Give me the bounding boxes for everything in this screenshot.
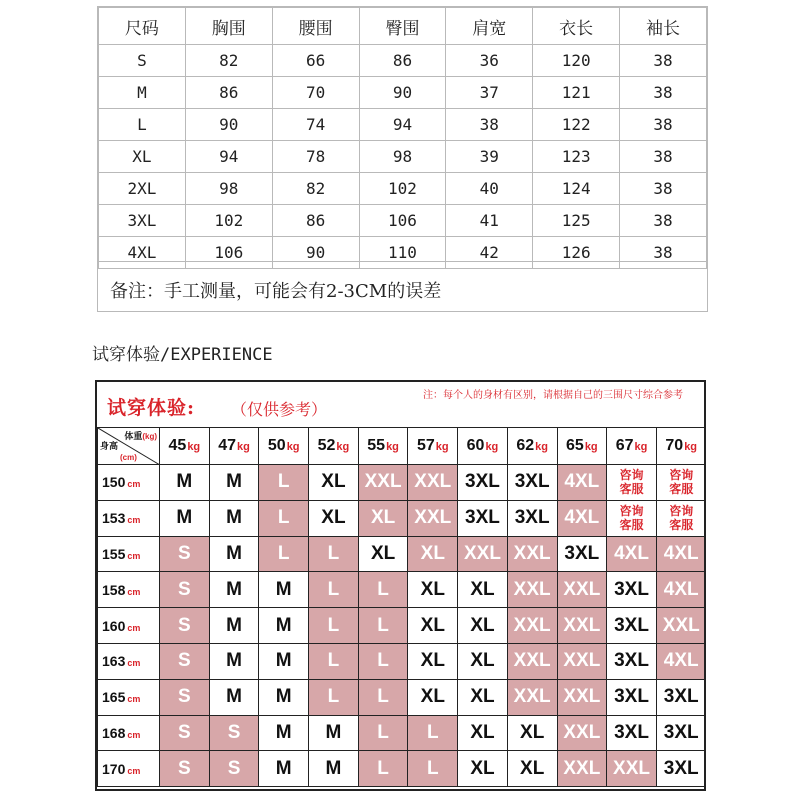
size-measurement: 38 [620,77,707,109]
size-recommendation: XXL [458,536,508,572]
size-recommendation: L [309,608,359,644]
size-recommendation: 3XL [607,715,657,751]
height-value: 170 [102,760,126,777]
size-recommendation: M [259,643,309,679]
weight-unit: kg [286,441,300,453]
weight-unit: kg [386,441,399,453]
size-chart-column-header: 腰围 [272,8,359,45]
size-recommendation: 3XL [656,679,706,715]
height-row [98,679,707,715]
size-measurement: 38 [620,173,707,205]
size-chart-column-header: 臀围 [359,8,446,45]
size-recommendation: XXL [408,465,458,501]
size-recommendation: M [209,643,259,679]
weight-unit: kg [684,441,698,453]
weight-value: 45 [168,437,187,454]
weight-header [309,428,359,465]
size-recommendation: XXL [507,679,557,715]
size-measurement: 39 [446,141,533,173]
try-on-note: 注：每个人的身材有区别，请根据自己的三围尺寸综合参考 [423,390,683,401]
size-recommendation: XL [458,679,508,715]
weight-header [656,428,706,465]
weight-value: 50 [267,437,286,454]
size-recommendation: 3XL [607,643,657,679]
size-measurement: 106 [185,237,272,269]
height-header [98,679,160,715]
size-recommendation: S [160,643,210,679]
weight-header [160,428,210,465]
size-recommendation: M [309,751,359,787]
size-recommendation: M [209,465,259,501]
size-recommendation: XL [507,715,557,751]
size-chart-row [99,77,707,109]
weight-axis-label [124,429,157,442]
size-recommendation: L [259,536,309,572]
size-recommendation: XXL [557,751,607,787]
size-recommendation: S [160,608,210,644]
size-label: XL [99,141,186,173]
size-chart-table [97,6,708,312]
size-measurement: 66 [272,45,359,77]
weight-unit: kg [485,441,499,453]
size-recommendation: 咨询 客服 [656,465,706,501]
height-row [98,751,707,787]
size-recommendation: XXL [557,572,607,608]
size-recommendation: L [309,643,359,679]
size-recommendation: XXL [557,679,607,715]
size-recommendation: L [259,465,309,501]
size-recommendation: 4XL [557,500,607,536]
size-recommendation: L [309,679,359,715]
height-row [98,572,707,608]
height-value: 150 [102,474,126,491]
size-recommendation: M [259,751,309,787]
size-measurement: 125 [533,205,620,237]
size-chart-column-header: 尺码 [99,8,186,45]
height-value: 160 [102,617,126,634]
height-unit: cm [127,622,141,633]
size-chart-row [99,45,707,77]
size-recommendation: L [358,608,408,644]
weight-value: 55 [367,437,386,454]
weight-value: 65 [566,437,584,454]
grid-corner [98,428,160,465]
height-header [98,500,160,536]
weight-header [557,428,607,465]
size-recommendation: 3XL [656,751,706,787]
weight-unit: kg [435,441,449,453]
size-measurement: 106 [359,205,446,237]
size-recommendation: XL [358,536,408,572]
size-measurement: 37 [446,77,533,109]
size-measurement: 120 [533,45,620,77]
size-recommendation: S [209,715,259,751]
size-measurement: 90 [359,77,446,109]
size-recommendation: M [309,715,359,751]
size-measurement: 90 [272,237,359,269]
height-value: 158 [102,581,126,598]
size-recommendation: L [408,715,458,751]
size-recommendation: S [160,679,210,715]
size-recommendation: XL [507,751,557,787]
size-recommendation: XL [309,500,359,536]
height-row [98,536,707,572]
weight-unit: kg [535,441,548,453]
size-recommendation: M [209,608,259,644]
size-recommendation: L [358,679,408,715]
size-recommendation: 4XL [656,643,706,679]
size-recommendation: XL [458,751,508,787]
size-measurement: 110 [359,237,446,269]
weight-header [358,428,408,465]
size-measurement: 94 [359,109,446,141]
size-recommendation: XL [408,643,458,679]
size-chart-column-header: 肩宽 [446,8,533,45]
size-recommendation: S [160,715,210,751]
size-recommendation: XL [408,572,458,608]
weight-header-row [98,428,707,465]
size-recommendation: XXL [507,572,557,608]
size-measurement: 122 [533,109,620,141]
size-chart-header-row [99,8,707,45]
size-chart-body [99,45,707,269]
weight-value: 60 [466,437,485,454]
size-chart-column-header: 衣长 [533,8,620,45]
size-chart-row [99,205,707,237]
height-header [98,751,160,787]
weight-header [507,428,557,465]
size-recommendation: L [408,751,458,787]
weight-value: 57 [416,437,435,454]
size-recommendation: 3XL [507,500,557,536]
size-measurement: 94 [185,141,272,173]
height-axis-label: 身高 [100,441,119,451]
height-row [98,643,707,679]
size-measurement: 98 [185,173,272,205]
try-on-header [97,382,704,428]
weight-unit: kg [634,441,648,453]
try-on-grid [97,427,706,787]
weight-value: 67 [615,437,634,454]
height-row [98,715,707,751]
size-chart-row [99,173,707,205]
size-label: 4XL [99,237,186,269]
size-recommendation: S [160,536,210,572]
size-recommendation: 咨询 客服 [607,465,657,501]
height-value: 168 [102,724,126,741]
size-recommendation: 4XL [656,536,706,572]
try-on-chart [95,380,706,791]
size-recommendation: M [209,536,259,572]
height-header [98,715,160,751]
size-measurement: 102 [185,205,272,237]
size-recommendation: M [160,500,210,536]
size-measurement: 86 [359,45,446,77]
weight-header [607,428,657,465]
size-recommendation: L [358,751,408,787]
size-measurement: 38 [446,109,533,141]
size-chart-row [99,141,707,173]
weight-value: 52 [317,437,336,454]
size-recommendation: 3XL [458,500,508,536]
size-measurement: 78 [272,141,359,173]
height-header [98,536,160,572]
height-unit: cm [127,586,141,597]
height-unit: cm [127,765,141,776]
size-recommendation: 3XL [507,465,557,501]
size-measurement: 38 [620,45,707,77]
size-recommendation: XXL [507,643,557,679]
size-recommendation: M [160,465,210,501]
size-measurement: 82 [272,173,359,205]
height-row [98,500,707,536]
size-measurement: 98 [359,141,446,173]
size-measurement: 38 [620,141,707,173]
size-recommendation: 3XL [656,715,706,751]
size-recommendation: XXL [557,608,607,644]
size-recommendation: M [209,500,259,536]
size-recommendation: XXL [358,465,408,501]
size-recommendation: XL [458,643,508,679]
weight-axis-unit: (kg) [142,432,157,441]
size-recommendation: XL [458,715,508,751]
size-recommendation: XL [458,572,508,608]
size-measurement: 38 [620,205,707,237]
size-label: 3XL [99,205,186,237]
size-recommendation: XXL [408,500,458,536]
height-unit: cm [127,515,141,526]
height-unit: cm [127,694,141,705]
height-value: 163 [102,653,126,670]
size-chart-column-header: 胸围 [185,8,272,45]
size-recommendation: 咨询 客服 [656,500,706,536]
weight-value: 62 [516,437,535,454]
weight-header [259,428,309,465]
height-value: 165 [102,689,126,706]
size-measurement: 41 [446,205,533,237]
size-measurement: 36 [446,45,533,77]
size-recommendation: M [259,608,309,644]
height-header [98,465,160,501]
weight-unit: kg [187,441,201,453]
height-header [98,643,160,679]
size-recommendation: 3XL [607,572,657,608]
size-recommendation: XXL [507,608,557,644]
weight-unit: kg [237,441,250,453]
size-measurement: 70 [272,77,359,109]
size-recommendation: XL [408,608,458,644]
size-recommendation: 4XL [607,536,657,572]
size-recommendation: 3XL [557,536,607,572]
size-recommendation: M [209,572,259,608]
size-recommendation: S [160,572,210,608]
size-recommendation: L [309,572,359,608]
size-recommendation: 咨询 客服 [607,500,657,536]
height-row [98,608,707,644]
size-recommendation: L [259,500,309,536]
size-recommendation: XXL [656,608,706,644]
try-on-subtitle: （仅供参考） [231,400,328,419]
size-chart-column-header: 袖长 [620,8,707,45]
weight-axis-text: 体重 [124,431,143,441]
measurement-note: 备注：手工测量，可能会有2-3CM的误差 [98,261,707,311]
size-recommendation: M [259,715,309,751]
size-measurement: 121 [533,77,620,109]
size-recommendation: 4XL [656,572,706,608]
weight-unit: kg [336,441,350,453]
try-on-title: 试穿体验: [107,397,196,419]
size-measurement: 126 [533,237,620,269]
size-recommendation: L [358,643,408,679]
height-value: 155 [102,545,126,562]
size-recommendation: M [259,572,309,608]
size-measurement: 102 [359,173,446,205]
size-measurement: 38 [620,109,707,141]
size-chart-row [99,109,707,141]
size-label: L [99,109,186,141]
size-recommendation: L [358,715,408,751]
size-recommendation: 3XL [607,608,657,644]
size-recommendation: XXL [557,715,607,751]
size-measurement: 90 [185,109,272,141]
size-label: M [99,77,186,109]
height-value: 153 [102,510,126,527]
size-recommendation: XL [309,465,359,501]
height-unit: cm [127,550,141,561]
size-measurement: 86 [272,205,359,237]
size-measurement: 42 [446,237,533,269]
size-measurement: 124 [533,173,620,205]
height-unit: cm [127,479,141,490]
size-measurement: 74 [272,109,359,141]
size-recommendation: XXL [507,536,557,572]
size-label: S [99,45,186,77]
weight-header [408,428,458,465]
weight-header [458,428,508,465]
size-recommendation: XL [358,500,408,536]
size-label: 2XL [99,173,186,205]
size-recommendation: L [358,572,408,608]
size-recommendation: 3XL [458,465,508,501]
size-recommendation: M [259,679,309,715]
size-recommendation: L [309,536,359,572]
size-measurement: 86 [185,77,272,109]
section-title: 试穿体验/EXPERIENCE [92,345,273,365]
height-unit: cm [127,729,141,740]
height-axis-unit: (cm) [120,453,137,462]
size-recommendation: 4XL [557,465,607,501]
size-measurement: 123 [533,141,620,173]
size-recommendation: XL [408,536,458,572]
size-recommendation: XXL [607,751,657,787]
size-measurement: 82 [185,45,272,77]
size-recommendation: M [209,679,259,715]
size-recommendation: XXL [557,643,607,679]
size-measurement: 40 [446,173,533,205]
weight-value: 70 [665,437,684,454]
size-recommendation: 3XL [607,679,657,715]
weight-value: 47 [218,437,236,454]
size-recommendation: XL [458,608,508,644]
size-recommendation: S [160,751,210,787]
height-header [98,608,160,644]
height-row [98,465,707,501]
size-measurement: 38 [620,237,707,269]
size-recommendation: XL [408,679,458,715]
weight-unit: kg [584,441,598,453]
size-recommendation: S [209,751,259,787]
height-header [98,572,160,608]
height-unit: cm [127,658,141,669]
weight-header [209,428,259,465]
